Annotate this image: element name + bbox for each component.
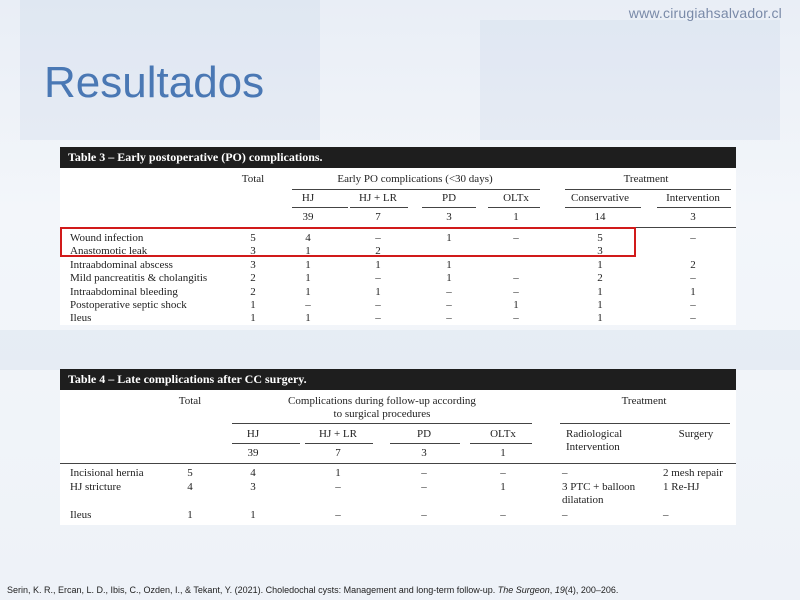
table-cell: 3 <box>597 245 603 258</box>
table-cell-radiological: – <box>562 467 568 479</box>
table-3-caption: Table 3 – Early postoperative (PO) complications. <box>60 147 736 168</box>
table-cell: – <box>690 272 696 285</box>
table-cell: – <box>690 232 696 244</box>
count-hj-lr: 7 <box>335 447 341 459</box>
count-pd: 3 <box>421 447 427 459</box>
table-cell: 1 <box>305 245 311 258</box>
table-cell: – <box>375 232 381 244</box>
row-label: Anastomotic leak <box>70 245 148 258</box>
table-cell-surgery: 1 Re-HJ <box>663 481 700 493</box>
table-cell: – <box>513 312 519 325</box>
table-cell: – <box>690 312 696 325</box>
table-cell-radiological: – <box>562 509 568 521</box>
row-label: Ileus <box>70 509 92 521</box>
group-treatment: Treatment <box>621 395 667 407</box>
table-cell: 1 <box>335 467 341 479</box>
count-oltx: 1 <box>513 211 519 223</box>
row-label: Postoperative septic shock <box>70 299 187 311</box>
table-4 <box>60 369 736 525</box>
col-oltx: OLTx <box>503 192 529 204</box>
col-oltx: OLTx <box>490 428 516 440</box>
table-cell: 1 <box>250 299 256 311</box>
row-label: Intraabdominal abscess <box>70 258 173 271</box>
table-cell: 1 <box>597 258 603 271</box>
col-pd: PD <box>441 192 457 204</box>
table-cell: – <box>375 312 381 325</box>
table-cell: – <box>446 285 452 298</box>
count-hj: 39 <box>302 211 314 223</box>
col-pd: PD <box>416 428 432 440</box>
table-cell: – <box>513 272 519 285</box>
table-cell-radiological-cont: dilatation <box>562 494 604 506</box>
table-cell: 1 <box>375 258 381 271</box>
table-cell: 3 <box>250 245 256 258</box>
table-cell: 1 <box>446 272 452 285</box>
count-oltx: 1 <box>500 447 506 459</box>
citation: Serin, K. R., Ercan, L. D., Ibis, C., Ozden, I., & Tekant, Y. (2021). Choledochal cysts: Management and long-term follow-up. The Surgeon, 19(4), 200–206. <box>7 585 619 595</box>
table-cell: 4 <box>305 232 311 244</box>
table-cell: 5 <box>597 232 603 244</box>
col-total: Total <box>241 173 265 185</box>
table-cell: 1 <box>250 509 256 521</box>
table-cell: 3 <box>250 481 256 493</box>
table-cell: 1 <box>187 509 193 521</box>
table-4-caption: Table 4 – Late complications after CC surgery. <box>60 369 736 390</box>
table-cell: – <box>421 509 427 521</box>
table-cell: 1 <box>446 258 452 271</box>
row-label: Mild pancreatitis & cholangitis <box>70 272 208 285</box>
table-cell: 2 <box>597 272 603 285</box>
table-cell: 5 <box>187 467 193 479</box>
table-cell: 1 <box>597 312 603 325</box>
table-cell: – <box>375 299 381 311</box>
col-surgery: Surgery <box>678 428 714 440</box>
table-cell-surgery: 2 mesh repair <box>663 467 723 479</box>
table-cell: 1 <box>305 312 311 325</box>
row-label: Ileus <box>70 312 92 325</box>
table-cell-surgery: – <box>663 509 669 521</box>
table-cell: 2 <box>375 245 381 258</box>
table-cell: 2 <box>250 272 256 285</box>
table-cell: – <box>500 467 506 479</box>
count-hj: 39 <box>247 447 259 459</box>
table-cell: 4 <box>187 481 193 493</box>
col-radiological-line2: Intervention <box>566 441 620 453</box>
group-followup-line1: Complications during follow-up according <box>288 395 476 407</box>
slide-title: Resultados <box>44 58 265 107</box>
col-hj: HJ <box>246 428 260 440</box>
table-cell-radiological: 3 PTC + balloon <box>562 481 636 493</box>
table-cell: 1 <box>690 285 696 298</box>
table-cell: 1 <box>375 285 381 298</box>
group-followup-line2: to surgical procedures <box>333 408 431 420</box>
table-cell: – <box>513 232 519 244</box>
table-cell: 1 <box>305 285 311 298</box>
table-cell: – <box>690 299 696 311</box>
site-url: www.cirugiahsalvador.cl <box>628 5 782 21</box>
table-cell: – <box>446 299 452 311</box>
table-cell: – <box>513 285 519 298</box>
count-pd: 3 <box>446 211 452 223</box>
table-cell: – <box>305 299 311 311</box>
table-cell: 2 <box>250 285 256 298</box>
table-cell: – <box>421 481 427 493</box>
background-building-shape <box>480 20 780 140</box>
table-cell: – <box>375 272 381 285</box>
table-cell: 1 <box>446 232 452 244</box>
table-cell: 1 <box>305 272 311 285</box>
count-intervention: 3 <box>690 211 696 223</box>
table-cell: – <box>446 312 452 325</box>
col-hj: HJ <box>301 192 315 204</box>
col-conservative: Conservative <box>570 192 630 204</box>
col-hj-lr: HJ + LR <box>319 428 357 440</box>
table-cell: 1 <box>250 312 256 325</box>
row-label: HJ stricture <box>70 481 122 493</box>
table-cell: – <box>421 467 427 479</box>
background-building-shape <box>0 330 800 370</box>
table-3 <box>60 147 736 325</box>
table-cell: 1 <box>513 299 519 311</box>
col-hj-lr: HJ + LR <box>359 192 397 204</box>
table-cell: 1 <box>597 299 603 311</box>
col-radiological-line1: Radiological <box>566 428 623 440</box>
table-cell: 1 <box>597 285 603 298</box>
table-cell: 3 <box>250 258 256 271</box>
row-label: Wound infection <box>70 232 144 244</box>
col-intervention: Intervention <box>666 192 720 204</box>
group-treatment: Treatment <box>623 173 669 185</box>
table-cell: – <box>335 481 341 493</box>
row-label: Intraabdominal bleeding <box>70 285 178 298</box>
table-cell: – <box>500 509 506 521</box>
count-hj-lr: 7 <box>375 211 381 223</box>
table-cell: 5 <box>250 232 256 244</box>
table-cell: 1 <box>500 481 506 493</box>
table-cell: 4 <box>250 467 256 479</box>
col-total: Total <box>178 395 202 407</box>
group-early-complications: Early PO complications (<30 days) <box>337 173 493 185</box>
table-cell: 1 <box>305 258 311 271</box>
count-conservative: 14 <box>594 211 606 223</box>
table-cell: – <box>335 509 341 521</box>
table-cell: 2 <box>690 258 696 271</box>
row-label: Incisional hernia <box>70 467 144 479</box>
